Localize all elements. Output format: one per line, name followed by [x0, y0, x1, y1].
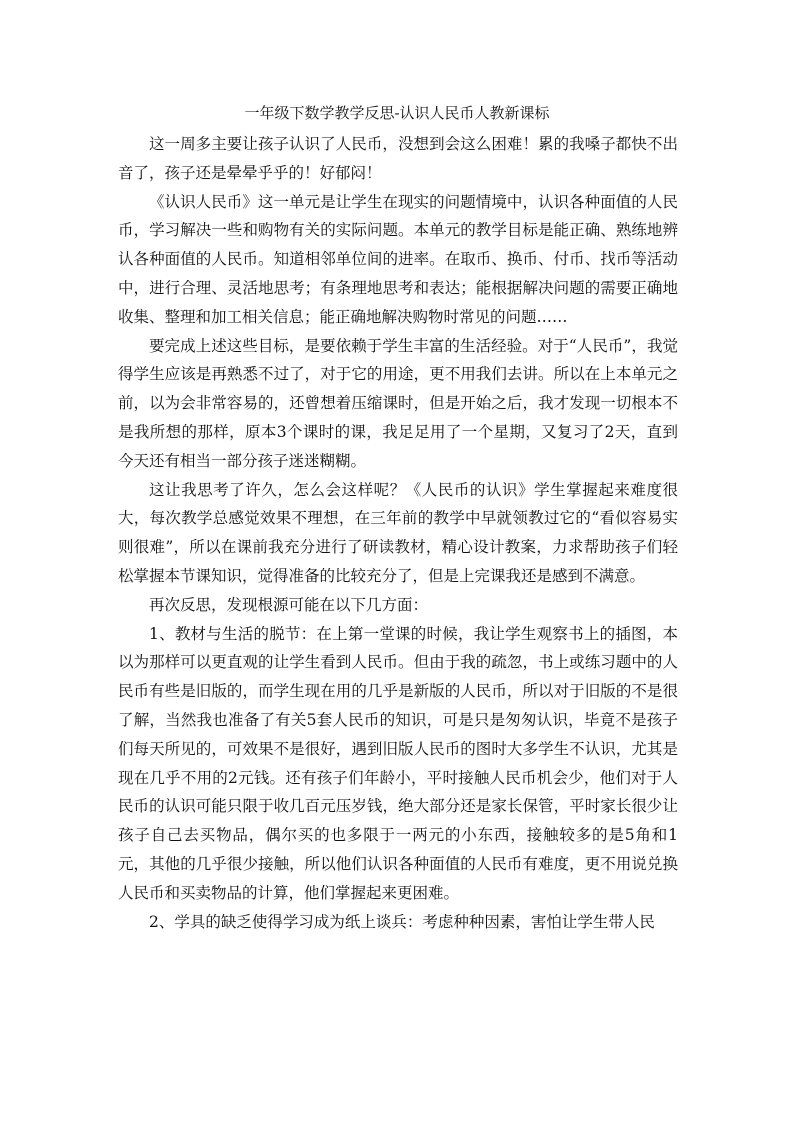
- document-title: 一年级下数学教学反思-认识人民币人教新课标: [244, 104, 550, 122]
- paragraph-3: 要完成上述这些目标，是要依赖于学生丰富的生活经验。对于“人民币”，我觉得学生应该是再熟悉不过了，对于它的用途，更不用我们去讲。所以在上本单元之前，以为会非常容易的，还曾想着压缩课时，但是开始之后，我才发现一切根本不是我所想的那样，原本3个课时的课，我足足用了一个星期，又复习了2天，直到今天还有相当一部分孩子迷迷糊糊。: [118, 336, 678, 470]
- document-body: [118, 130, 678, 936]
- paragraph-4: 这让我思考了许久，怎么会这样呢？《人民币的认识》学生掌握起来难度很大，每次教学总感觉效果不理想，在三年前的教学中早就领教过它的“看似容易实则很难”，所以在课前我充分进行了研读教材，精心设计教案，力求帮助孩子们轻松掌握本节课知识，觉得准备的比较充分了，但是上完课我还是感到不满意。: [118, 480, 678, 585]
- paragraph-2: 《认识人民币》这一单元是让学生在现实的问题情境中，认识各种面值的人民币，学习解决一些和购物有关的实际问题。本单元的教学目标是能正确、熟练地辨认各种面值的人民币。知道相邻单位间的进率。在取币、换币、付币、找币等活动中，进行合理、灵活地思考；有条理地思考和表达；能根据解决问题的需要正确地收集、整理和加工相关信息；能正确地解决购物时常见的问题……: [118, 192, 678, 326]
- paragraph-6: 1、教材与生活的脱节：在上第一堂课的时候，我让学生观察书上的插图，本以为那样可以更直观的让学生看到人民币。但由于我的疏忽，书上或练习题中的人民币有些是旧版的，而学生现在用的几乎是新版的人民币，所以对于旧版的不是很了解，当然我也准备了有关5套人民币的知识，可是只是匆匆认识，毕竟不是孩子们每天所见的，可效果不是很好，遇到旧版人民币的图时大多学生不认识，尤其是现在几乎不用的2元钱。还有孩子们年龄小，平时接触人民币机会少，他们对于人民币的认识可能只限于收几百元压岁钱，绝大部分还是家长保管，平时家长很少让孩子自己去买物品，偶尔买的也多限于一两元的小东西，接触较多的是5角和1元，其他的几乎很少接触，所以他们认识各种面值的人民币有难度，更不用说兑换人民币和买卖物品的计算，他们掌握起来更困难。: [118, 624, 678, 902]
- paragraph-5: 再次反思，发现根源可能在以下几方面：: [149, 595, 429, 614]
- paragraph-1: 这一周多主要让孩子认识了人民币，没想到会这么困难！累的我嗓子都快不出音了，孩子还是晕晕乎乎的！好郁闷！: [118, 135, 678, 182]
- paragraph-7: 2、学具的缺乏使得学习成为纸上谈兵：考虑种种因素，害怕让学生带人民: [149, 912, 655, 931]
